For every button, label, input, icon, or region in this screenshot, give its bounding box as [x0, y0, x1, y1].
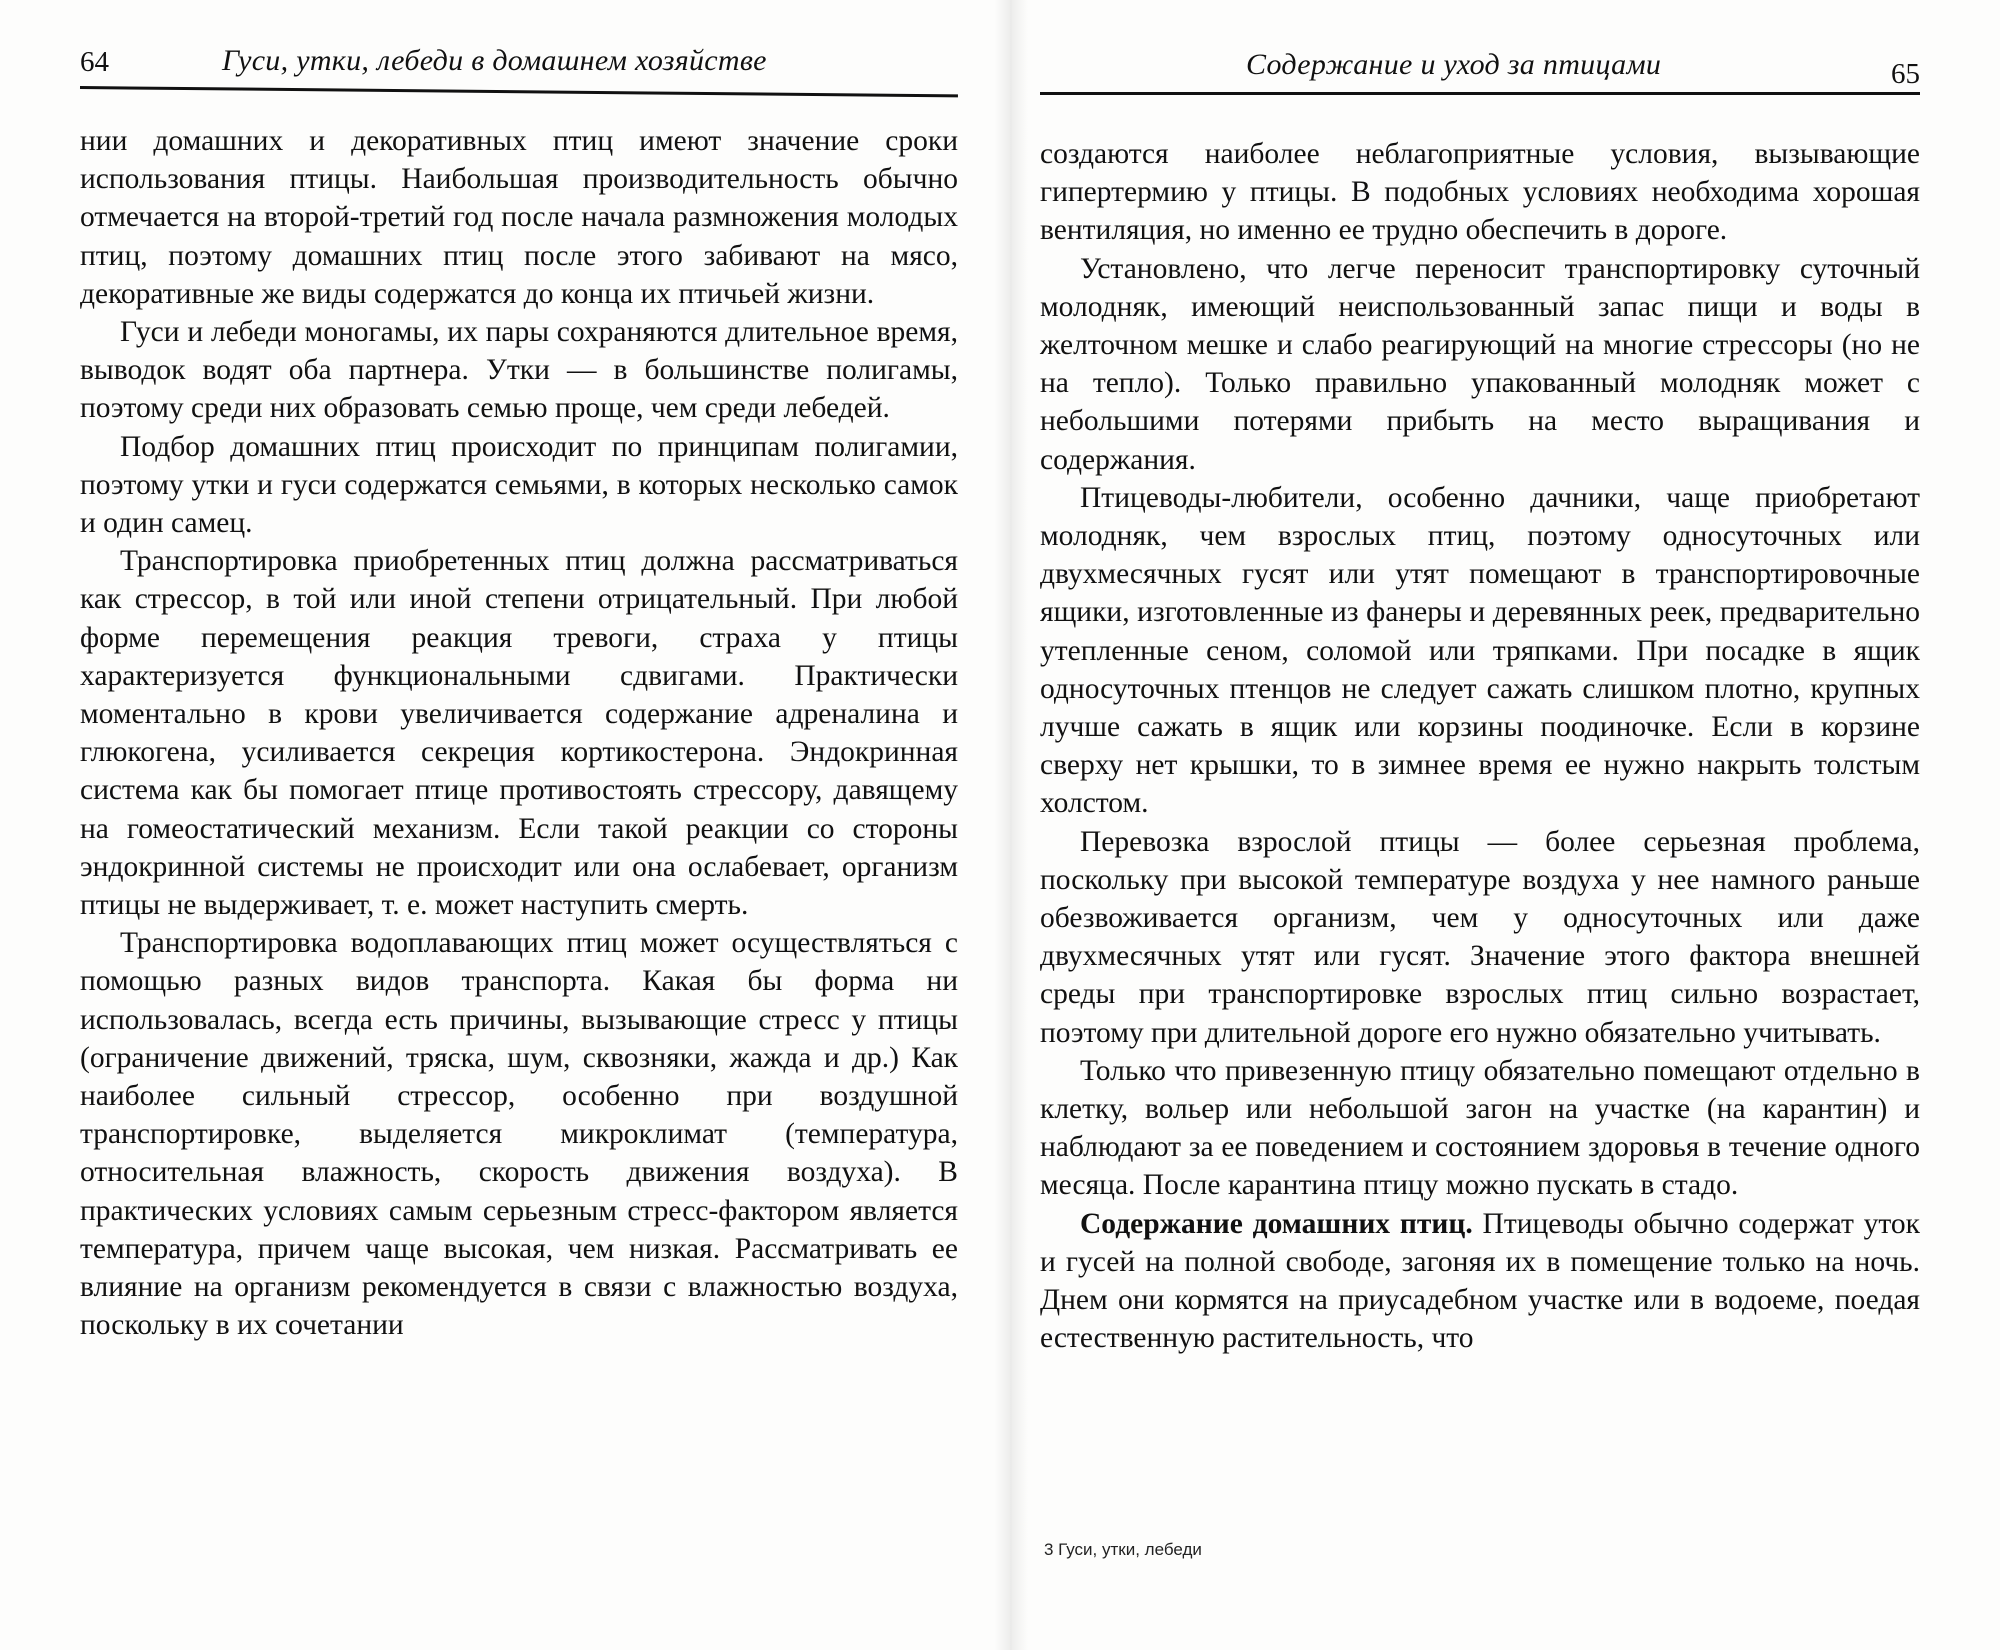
paragraph: Только что привезенную птицу обязательно помещают отдельно в клетку, вольер или небольшой загон на участке (на карантин) и наблюдают за ее поведением и состоянием здоровья в течение одного месяца. После карантина птицу можно пускать в стадо. — [1040, 1054, 1920, 1202]
left-page-number: 64 — [80, 46, 109, 78]
left-running-head — [80, 40, 958, 90]
right-page-number: 65 — [1891, 58, 1920, 90]
section-heading: Содержание домашних птиц. — [1080, 1207, 1473, 1240]
section-paragraph — [1040, 1205, 1920, 1358]
paragraph: Транспортировка водоплавающих птиц может осуществляться с помощью разных видов транспорта. Какая бы форма ни использовалась, всегда есть причины, вызывающие стресс у птицы (ограничение движений, тряска, шум, сквозняки, жажда и др.) Как наиболее сильный стрессор, особенно при воздушной транспортировке, выделяется микроклимат (температура, относительная влажность, скорость движения воздуха). В практических условиях самым серьезным стресс-фактором является температура, причем чаще высокая, чем низкая. Рассматривать ее влияние на организм рекомендуется в связи с влажностью воздуха, поскольку в их сочетании — [80, 927, 958, 1342]
book-gutter — [994, 0, 1028, 1650]
left-page — [80, 0, 958, 1650]
right-head-rule — [1040, 92, 1920, 95]
paragraph: Гуси и лебеди моногамы, их пары сохраняются длительное время, выводок водят оба партнера. Утки — в большинстве полигамы, поэтому среди них образовать семью проще, чем среди лебедей. — [80, 316, 958, 425]
paragraph: Птицеводы-любители, особенно дачники, чаще приобретают молодняк, чем взрослых птиц, поэтому односуточных или двухмесячных гусят или утят помещают в транспортировочные ящики, изготовленные из фанеры и деревянных реек, предварительно утепленные сеном, соломой или тряпками. При посадке в ящик односуточных птенцов не следует сажать слишком плотно, крупных лучше сажать в ящик или корзины поодиночке. Если в корзине сверху нет крышки, то в зимнее время ее нужно накрыть толстым холстом. — [1040, 481, 1920, 820]
paragraph: Подбор домашних птиц происходит по принципам полигамии, поэтому утки и гуси содержатся семьями, в которых несколько самок и один самец. — [80, 430, 958, 540]
paragraph: нии домашних и декоративных птиц имеют значение сроки использования птицы. Наибольшая производительность обычно отмечается на второй-третий год после начала размножения молодых птиц, поэтому домашних птиц после этого забивают на мясо, декоративные же виды содержатся до конца их птичьей жизни. — [80, 125, 958, 310]
left-running-title: Гуси, утки, лебеди в домашнем хозяйстве — [222, 44, 767, 77]
paragraph: Транспортировка приобретенных птиц должна рассматриваться как стрессор, в той или иной степени отрицательный. При любой форме перемещения реакция тревоги, страха у птицы характеризуется функциональными сдвигами. Практически моментально в крови увеличивается содержание адреналина и глюкогена, усиливается секреция кортикостерона. Эндокринная система как бы помогает птице противостоять стрессору, давящему на гомеостатический механизм. Если такой реакции со стороны эндокринной системы не происходит или она ослабевает, организм птицы не выдерживает, т. е. может наступить смерть. — [80, 545, 958, 922]
paragraph: Перевозка взрослой птицы — более серьезная проблема, поскольку при высокой температуре воздуха у нее намного раньше обезвоживается организм, чем у односуточных или даже двухмесячных утят или гусят. Значение этого фактора внешней среды при транспортировке взрослых птиц сильно возрастает, поэтому при длительной дороге его нужно обязательно учитывать. — [1040, 825, 1920, 1049]
section-text: Птицеводы обычно содержат уток и гусей на полной свободе, загоняя их в помещение только на ночь. Днем они кормятся на приусадебном участке или в водоеме, поедая естественную растительность, что — [1040, 1207, 1920, 1355]
right-running-title: Содержание и уход за птицами — [1246, 48, 1662, 81]
right-page — [1040, 0, 1920, 1650]
right-body-text — [1040, 135, 1920, 1358]
signature-mark: 3 Гуси, утки, лебеди — [1044, 1540, 1202, 1559]
paragraph: Установлено, что легче переносит транспортировку суточный молодняк, имеющий неиспользованный запас пищи и воды в желточном мешке и слабо реагирующий на многие стрессоры (но не на тепло). Только правильно упакованный молодняк может с небольшими потерями прибыть на место выращивания и содержания. — [1040, 252, 1920, 476]
left-body-text — [80, 122, 958, 1345]
right-running-head — [1040, 40, 1920, 90]
paragraph: создаются наиболее неблагоприятные условия, вызывающие гипертермию у птицы. В подобных условиях необходима хорошая вентиляция, но именно ее трудно обеспечить в дороге. — [1040, 138, 1920, 247]
